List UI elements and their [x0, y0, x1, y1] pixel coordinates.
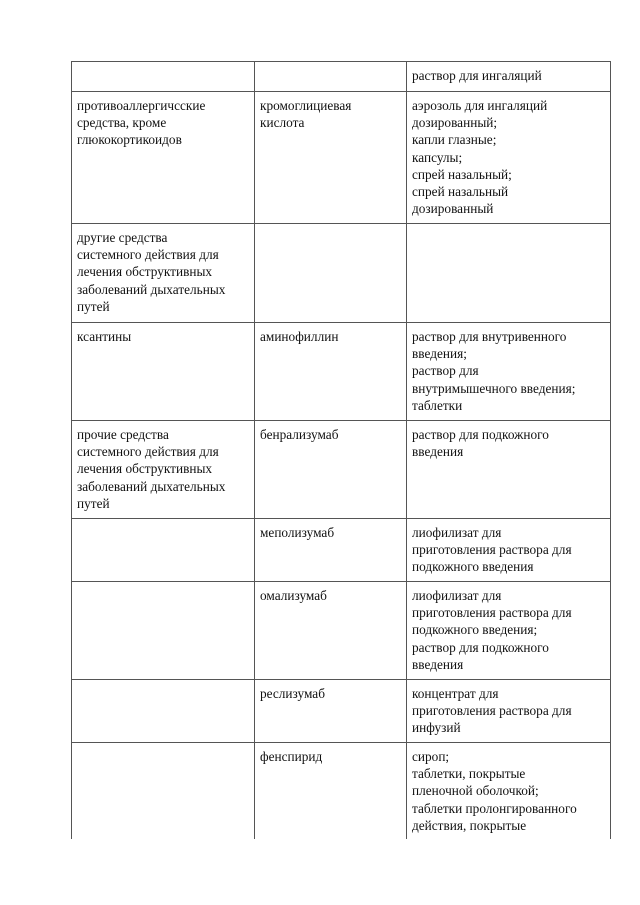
group-text: прочие средства системного действия для лечения обструктивных заболеваний дыхательных путей: [77, 427, 226, 511]
drug-text: меполизумаб: [260, 525, 335, 540]
drug-cell: [255, 680, 407, 743]
forms-cell: [407, 743, 611, 839]
group-cell: [72, 323, 255, 421]
drug-text: омализумаб: [260, 588, 327, 603]
drug-cell: [255, 92, 407, 224]
forms-cell: [407, 92, 611, 224]
forms-cell: [407, 62, 611, 92]
drug-text: аминофиллин: [260, 329, 339, 344]
group-cell: [72, 421, 255, 519]
forms-text: раствор для внутривенного введения; раствор для внутримышечного введения; таблетки: [412, 329, 576, 413]
drug-table: [71, 61, 611, 839]
table-row: [72, 224, 611, 323]
forms-cell: [407, 421, 611, 519]
forms-text: раствор для ингаляций: [412, 68, 542, 83]
forms-cell: [407, 224, 611, 323]
forms-cell: [407, 680, 611, 743]
drug-cell: [255, 323, 407, 421]
table-row: [72, 519, 611, 582]
table-row: [72, 92, 611, 224]
drug-cell: [255, 421, 407, 519]
drug-text: бенрализумаб: [260, 427, 339, 442]
group-cell: [72, 92, 255, 224]
forms-text: аэрозоль для ингаляций дозированный; капли глазные; капсулы; спрей назальный; спрей назальный дозированный: [412, 98, 548, 217]
group-text: другие средства системного действия для лечения обструктивных заболеваний дыхательных путей: [77, 230, 226, 314]
table-row: [72, 582, 611, 680]
forms-text: лиофилизат для приготовления раствора для подкожного введения: [412, 525, 572, 575]
group-cell: [72, 743, 255, 839]
forms-cell: [407, 519, 611, 582]
drug-text: кромоглициевая кислота: [260, 98, 352, 131]
forms-cell: [407, 323, 611, 421]
table-row: [72, 421, 611, 519]
group-text: ксантины: [77, 329, 132, 344]
table-row: [72, 62, 611, 92]
group-cell: [72, 224, 255, 323]
table-row: [72, 743, 611, 839]
group-cell: [72, 62, 255, 92]
drug-cell: [255, 582, 407, 680]
drug-cell: [255, 519, 407, 582]
group-cell: [72, 519, 255, 582]
forms-text: лиофилизат для приготовления раствора для подкожного введения; раствор для подкожного введения: [412, 588, 572, 672]
group-text: противоаллергичсские средства, кроме глюкокортикоидов: [77, 98, 206, 148]
forms-text: сироп; таблетки, покрытые пленочной оболочкой; таблетки пролонгированного действия, покрытые: [412, 749, 577, 833]
drug-cell: [255, 62, 407, 92]
drug-text: реслизумаб: [260, 686, 325, 701]
table-row: [72, 323, 611, 421]
forms-text: концентрат для приготовления раствора для инфузий: [412, 686, 572, 736]
drug-cell: [255, 224, 407, 323]
group-cell: [72, 582, 255, 680]
group-cell: [72, 680, 255, 743]
drug-cell: [255, 743, 407, 839]
drug-text: фенспирид: [260, 749, 323, 764]
forms-cell: [407, 582, 611, 680]
table-row: [72, 680, 611, 743]
forms-text: раствор для подкожного введения: [412, 427, 549, 460]
